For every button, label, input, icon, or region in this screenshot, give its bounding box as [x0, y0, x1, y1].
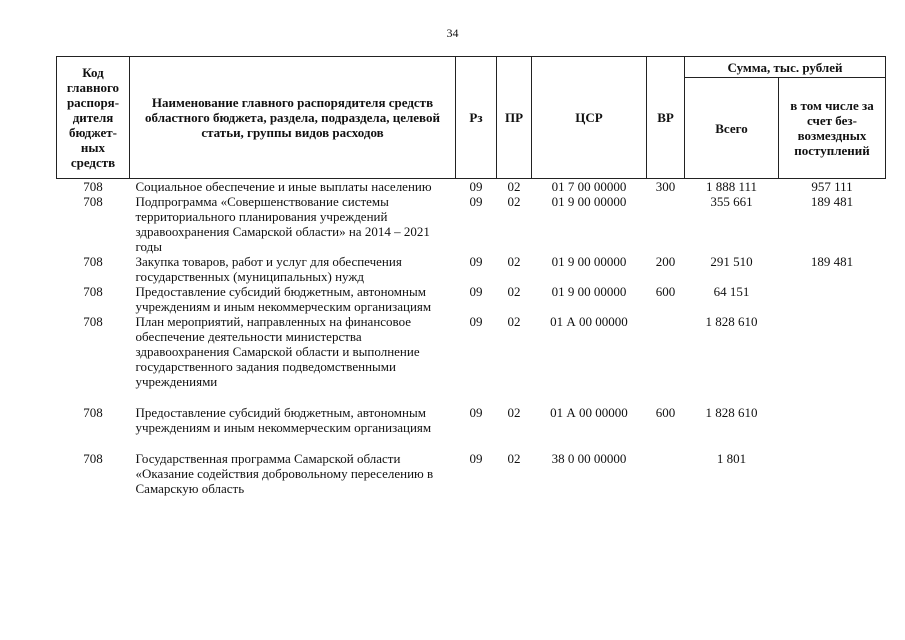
row-csr: 01 А 00 00000: [550, 405, 628, 420]
row-rz: 09: [469, 179, 483, 194]
header-vr: ВР: [647, 57, 685, 179]
row-rz: 09: [469, 284, 483, 299]
header-rz: Рз: [456, 57, 497, 179]
row-csr: 01 9 00 00000: [551, 284, 627, 299]
table-row: [57, 314, 886, 405]
row-rz: 09: [469, 405, 483, 420]
row-name: План мероприятий, направленных на финансовое обеспечение деятельности министерства здравоохранения Самарской области и выполнение государственного задания подведомственными учреждениями: [135, 314, 420, 389]
row-csr: 38 0 00 00000: [551, 451, 627, 466]
row-incl: [779, 405, 886, 451]
header-csr: ЦСР: [532, 57, 647, 179]
row-vr: [647, 194, 685, 254]
row-code: 708: [83, 451, 103, 466]
table-row: [57, 254, 886, 284]
row-name: Предоставление субсидий бюджетным, автономным учреждениям и иным некоммерческим организациям: [135, 405, 432, 435]
row-total: 1 828 610: [705, 314, 758, 329]
row-code: 708: [83, 179, 103, 194]
row-rz: 09: [469, 254, 483, 269]
header-incl: в том числе за счет без-возмездных поступлений: [779, 78, 886, 179]
header-sum: Сумма, тыс. рублей: [685, 57, 886, 78]
row-rz: 09: [469, 314, 483, 329]
table-row: [57, 179, 886, 195]
row-rz: 09: [469, 451, 483, 466]
row-pr: 02: [507, 405, 521, 420]
row-name: Предоставление субсидий бюджетным, автономным учреждениям и иным некоммерческим организациям: [135, 284, 432, 314]
row-pr: 02: [507, 314, 521, 329]
row-total: 1 828 610: [705, 405, 758, 420]
row-vr: 300: [655, 179, 676, 194]
row-code: 708: [83, 314, 103, 329]
row-code: 708: [83, 284, 103, 299]
header-code: Код главного распоря-дителя бюджет-ных средств: [57, 57, 130, 179]
row-pr: 02: [507, 254, 521, 269]
row-vr: [647, 451, 685, 496]
row-vr: [647, 314, 685, 405]
row-code: 708: [83, 405, 103, 420]
row-total: 1 801: [716, 451, 747, 466]
row-name: Подпрограмма «Совершенствование системы территориального планирования учреждений здравоохранения Самарской области» на 2014 – 2021 годы: [135, 194, 430, 254]
row-incl: 957 111: [811, 179, 853, 194]
row-total: 355 661: [710, 194, 753, 209]
table-row: [57, 405, 886, 451]
row-pr: 02: [507, 179, 521, 194]
row-incl: 189 481: [810, 254, 854, 269]
row-csr: 01 А 00 00000: [550, 314, 628, 329]
header-pr: ПР: [497, 57, 532, 179]
row-csr: 01 9 00 00000: [551, 254, 627, 269]
row-pr: 02: [507, 194, 521, 209]
row-incl: [779, 314, 886, 405]
header-total: Всего: [685, 78, 779, 179]
row-code: 708: [83, 194, 103, 209]
table-row: [57, 451, 886, 496]
row-vr: 600: [655, 405, 676, 420]
row-total: 64 151: [713, 284, 750, 299]
page-number: 34: [446, 26, 459, 40]
row-name: Закупка товаров, работ и услуг для обеспечения государственных (муниципальных) нужд: [135, 254, 402, 284]
row-name: Государственная программа Самарской области «Оказание содействия добровольному переселению в Самарскую область: [135, 451, 434, 496]
row-csr: 01 7 00 00000: [551, 179, 627, 194]
row-name: Социальное обеспечение и иные выплаты населению: [135, 179, 432, 194]
header-name: Наименование главного распорядителя средств областного бюджета, раздела, подраздела, целевой статьи, группы видов расходов: [130, 57, 456, 179]
row-vr: 200: [655, 254, 676, 269]
row-incl: [779, 451, 886, 496]
row-total: 291 510: [710, 254, 753, 269]
row-incl: [779, 284, 886, 314]
table-row: [57, 194, 886, 254]
row-code: 708: [83, 254, 103, 269]
row-vr: 600: [655, 284, 676, 299]
row-rz: 09: [469, 194, 483, 209]
budget-table: [56, 56, 886, 496]
row-total: 1 888 111: [705, 179, 758, 194]
row-pr: 02: [507, 284, 521, 299]
table-row: [57, 284, 886, 314]
row-pr: 02: [507, 451, 521, 466]
row-csr: 01 9 00 00000: [551, 194, 627, 209]
row-incl: 189 481: [810, 194, 854, 209]
